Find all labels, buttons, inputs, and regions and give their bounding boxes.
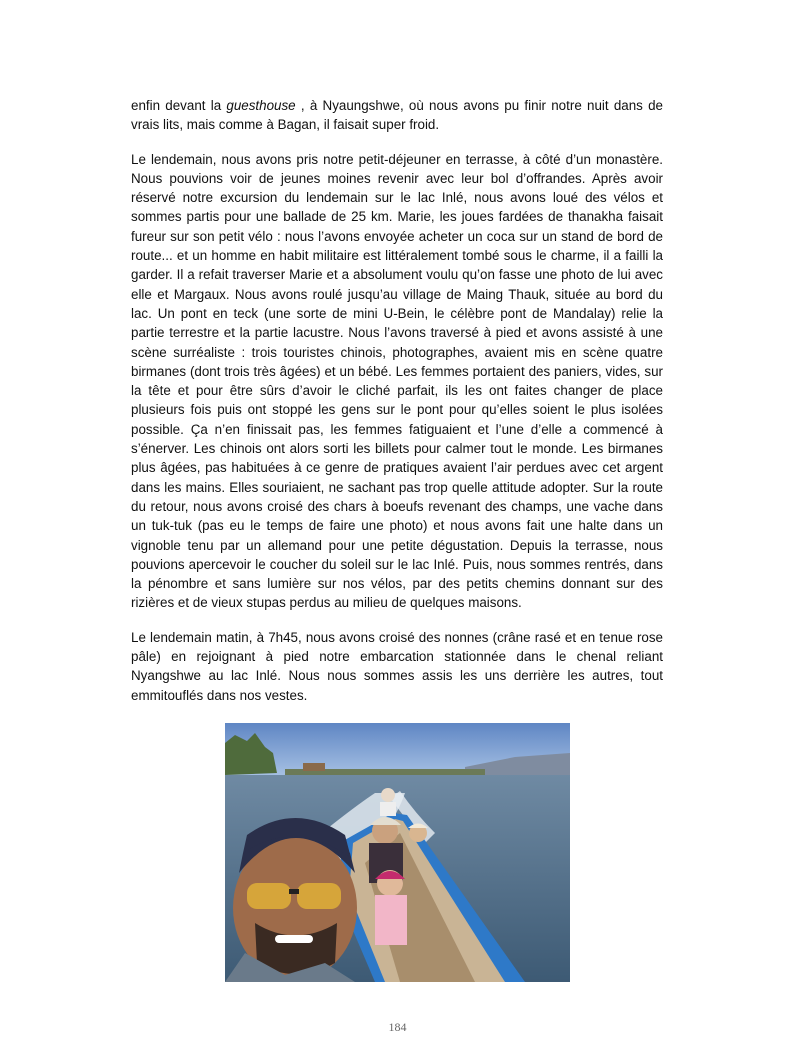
paragraph-2: Le lendemain, nous avons pris notre petit-déjeuner en terrasse, à côté d’un monastère. Nous pouvions voir de jeunes moines revenir avec leur bol d’offrandes. Après avoir réservé notre excursion du lendemain sur le lac Inlé, nous avons loué des vélos et sommes partis pour une ballade de 25 km. Marie, les joues fardées de thanakha faisait fureur sur son petit vélo : nous l’avons envoyée acheter un coca sur un stand de bord de route... et un homme en habit militaire est littéralement tombé sous le charme, il a failli la garder. Il a refait traverser Marie et a absolument voulu qu’on fasse une photo de lui avec elle et Margaux. Nous avons roulé jusqu’au village de Maing Thauk, située au bord du lac. Un pont en teck (une sorte de mini U-Bein, le célèbre pont de Mandalay) relie la partie terrestre et la partie lacustre. Nous l’avons traversé à pied et avons assisté à une scène surréaliste : trois touristes chinois, photographes, avaient mis en scène quatre birmanes (dont trois très âgées) et un bébé. Les femmes portaient des paniers, vides, sur la tête et pour être sûrs d’avoir le cliché parfait, ils les ont faites changer de place plusieurs fois puis ont stoppé les gens sur le pont pour qu’elles soient le plus isolées possible. Ça n’en finissait pas, les femmes fatiguaient et l’une d’elle a commencé à s’énerver. Les chinois ont alors sorti les billets pour calmer tout le monde. Les birmanes plus âgées, pas habituées à ce genre de pratiques avaient l’air perdues avec cet argent dans les mains. Elles souriaient, ne sachant pas trop quelle attitude adopter. Sur la route du retour, nous avons croisé des chars à boeufs revenant des champs, une vache dans un tuk-tuk (pas eu le temps de faire une photo) et nous avons fait une halte dans un vignoble tenu par un allemand pour une petite dégustation. Depuis la terrasse, nous pouvions apercevoir le coucher du soleil sur le lac Inlé. Puis, nous sommes rentrés, dans la pénombre et sans lumière sur nos vélos, par des petits chemins donnant sur des rizières et de vieux stupas perdus au milieu de quelques maisons. [131, 151, 663, 611]
guesthouse-word: guesthouse [226, 98, 296, 113]
paragraph-3: Le lendemain matin, à 7h45, nous avons croisé des nonnes (crâne rasé et en tenue rose pâle) en rejoignant à pied notre embarcation stationnée dans le chenal reliant Nyangshwe au lac Inlé. Nous nous sommes assis les uns derrière les autres, tout emmitouflés dans nos vestes. [131, 629, 663, 703]
document-body [131, 96, 663, 720]
paragraph-1-start: enfin devant la [131, 98, 227, 113]
paragraph-1-end: , à Nyaungshwe, où nous avons pu finir notre nuit dans de vrais lits, mais comme à Bagan, il faisait super froid. [131, 98, 664, 133]
page-number: 184 [388, 1020, 407, 1034]
paragraph-1 [131, 96, 663, 135]
boat-selfie-photo [225, 723, 570, 982]
